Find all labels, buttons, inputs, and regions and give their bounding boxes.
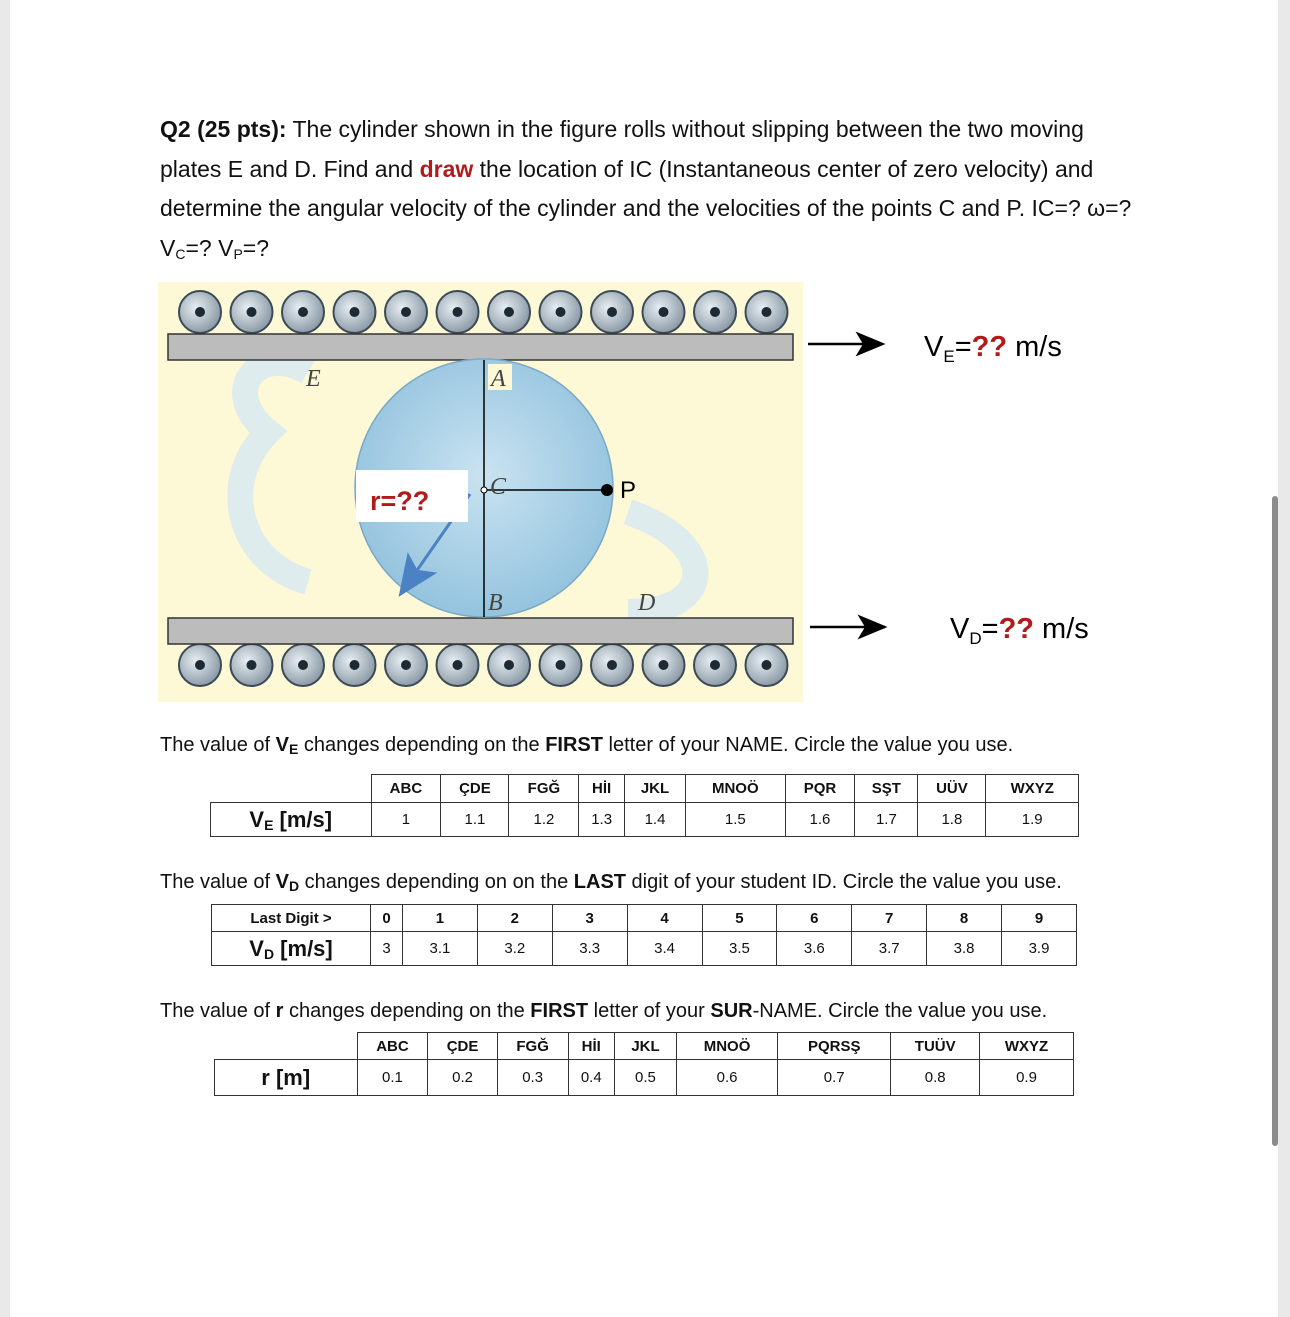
roller-axle xyxy=(453,660,463,670)
roller-axle xyxy=(504,660,514,670)
r-value-cell[interactable]: 0.5 xyxy=(614,1060,676,1096)
ve-header-cell: FGĞ xyxy=(509,775,579,803)
question-line2: the location of IC (Instantaneous center of zero velocity) and determine the angular velocity of the cylinder and the velocities of the points C and P. IC=? ω=? V xyxy=(160,155,1132,261)
r-header-cell: HİI xyxy=(568,1033,614,1060)
roller-axle xyxy=(298,307,308,317)
vd-instruction: The value of $V_D$ changes depending on on the LAST digit of your student ID. Circle the value you use. xyxy=(160,871,1062,894)
roller-axle xyxy=(710,307,720,317)
vd-value-cell[interactable]: 3.7 xyxy=(852,932,927,966)
roller-axle xyxy=(710,660,720,670)
r-value-row xyxy=(215,1060,1074,1096)
ve-header-cell: JKL xyxy=(624,775,685,803)
vd-table xyxy=(211,904,1077,966)
vd-header-cell: 8 xyxy=(927,905,1002,932)
vd-value-cell[interactable]: 3.3 xyxy=(552,932,627,966)
ve-header-cell: ÇDE xyxy=(441,775,509,803)
roller-axle xyxy=(659,660,669,670)
roller-axle xyxy=(762,307,772,317)
vd-value-cell[interactable]: 3.6 xyxy=(777,932,852,966)
roller-axle xyxy=(247,660,257,670)
ve-value-cell[interactable]: 1.1 xyxy=(441,803,509,837)
roller-axle xyxy=(195,660,205,670)
vd-header-cell: 3 xyxy=(552,905,627,932)
ve-value-cell[interactable]: 1.5 xyxy=(686,803,785,837)
vertical-scrollbar[interactable] xyxy=(1272,496,1278,1146)
roller-axle xyxy=(607,660,617,670)
ve-header-cell: HİI xyxy=(579,775,625,803)
ve-value-cell[interactable]: 1.7 xyxy=(855,803,918,837)
ve-label: $V_E=$?? m/s xyxy=(924,331,1062,366)
question-label: Q2 (25 pts): xyxy=(160,116,287,142)
roller-axle xyxy=(607,307,617,317)
r-value-cell[interactable]: 0.3 xyxy=(497,1060,568,1096)
vd-header-cell: 0 xyxy=(371,905,403,932)
r-header-cell: WXYZ xyxy=(980,1033,1074,1060)
ve-header-cell: ABC xyxy=(371,775,441,803)
ve-value-cell[interactable]: 1.6 xyxy=(785,803,855,837)
ve-value-cell[interactable]: 1.8 xyxy=(918,803,986,837)
vd-value-row xyxy=(212,932,1077,966)
vd-label: $V_D=$?? m/s xyxy=(950,613,1089,648)
ve-value-cell[interactable]: 1.9 xyxy=(986,803,1079,837)
r-value-cell[interactable]: 0.2 xyxy=(428,1060,497,1096)
ve-header-cell: MNOÖ xyxy=(686,775,785,803)
ve-value-cell[interactable]: 1 xyxy=(371,803,441,837)
top-plate-E xyxy=(168,334,793,360)
question-end: =? xyxy=(242,234,270,261)
question-mid: =? V xyxy=(185,234,234,261)
roller-axle xyxy=(659,307,669,317)
r-value-cell[interactable]: 0.1 xyxy=(357,1060,428,1096)
ve-table xyxy=(210,774,1079,837)
ve-instruction: The value of $V_E$ changes depending on the FIRST letter of your NAME. Circle the value you use. xyxy=(160,734,1014,757)
vd-header-row xyxy=(212,905,1077,932)
r-header-cell: JKL xyxy=(614,1033,676,1060)
ve-value-cell[interactable]: 1.2 xyxy=(509,803,579,837)
vd-header-cell: 1 xyxy=(403,905,478,932)
vd-value-cell[interactable]: 3.2 xyxy=(477,932,552,966)
label-E: E xyxy=(306,366,321,392)
roller-axle xyxy=(762,660,772,670)
vd-header-cell: 7 xyxy=(852,905,927,932)
draw-emphasis: draw xyxy=(419,155,474,182)
r-header-cell: MNOÖ xyxy=(677,1033,778,1060)
ve-header-cell: PQR xyxy=(785,775,855,803)
point-C-dot xyxy=(481,487,487,493)
ve-header-cell: SŞT xyxy=(855,775,918,803)
label-A: A xyxy=(491,366,506,392)
vd-value-cell[interactable]: 3.9 xyxy=(1002,932,1077,966)
point-P-dot xyxy=(601,484,613,496)
question-line1: The cylinder shown in the figure rolls without slipping between the two moving plates E and D. Find and xyxy=(160,116,1084,182)
ve-header-cell: WXYZ xyxy=(986,775,1079,803)
roller-axle xyxy=(453,307,463,317)
roller-axle xyxy=(504,307,514,317)
vd-header-cell: 2 xyxy=(477,905,552,932)
label-D: D xyxy=(638,590,656,616)
ve-value-cell[interactable]: 1.3 xyxy=(579,803,625,837)
ve-value-cell[interactable]: 1.4 xyxy=(624,803,685,837)
vd-header-cell: 6 xyxy=(777,905,852,932)
roller-axle xyxy=(350,307,360,317)
roller-axle xyxy=(195,307,205,317)
vd-header-cell: 4 xyxy=(627,905,702,932)
vd-value-cell[interactable]: 3.5 xyxy=(702,932,777,966)
r-value-cell[interactable]: 0.7 xyxy=(778,1060,891,1096)
vd-value-cell[interactable]: 3.1 xyxy=(403,932,478,966)
label-P: P xyxy=(620,477,637,504)
roller-axle xyxy=(556,660,566,670)
r-label: r=?? xyxy=(370,486,430,516)
r-header-cell: PQRSŞ xyxy=(778,1033,891,1060)
roller-axle xyxy=(350,660,360,670)
ve-header-cell: UÜV xyxy=(918,775,986,803)
r-header-cell: ÇDE xyxy=(428,1033,497,1060)
r-value-cell[interactable]: 0.9 xyxy=(980,1060,1074,1096)
label-C: C xyxy=(490,474,507,500)
sub-p: P xyxy=(233,245,243,262)
r-header-cell: ABC xyxy=(357,1033,428,1060)
vd-value-cell[interactable]: 3.4 xyxy=(627,932,702,966)
question-text xyxy=(160,110,1140,274)
ve-header-row xyxy=(211,775,1079,803)
roller-axle xyxy=(401,660,411,670)
bottom-plate-D xyxy=(168,618,793,644)
vd-value-cell[interactable]: 3.8 xyxy=(927,932,1002,966)
r-row-label: r [m] xyxy=(215,1060,358,1096)
r-value-cell[interactable]: 0.4 xyxy=(568,1060,614,1096)
ve-value-row xyxy=(211,803,1079,837)
r-header-cell: TUÜV xyxy=(891,1033,980,1060)
r-value-cell[interactable]: 0.6 xyxy=(677,1060,778,1096)
roller-axle xyxy=(298,660,308,670)
r-header-cell: FGĞ xyxy=(497,1033,568,1060)
roller-axle xyxy=(401,307,411,317)
label-B: B xyxy=(488,590,503,616)
r-value-cell[interactable]: 0.8 xyxy=(891,1060,980,1096)
vd-header-cell: 5 xyxy=(702,905,777,932)
r-header-row xyxy=(215,1033,1074,1060)
vd-corner: Last Digit > xyxy=(212,905,371,932)
roller-axle xyxy=(247,307,257,317)
r-instruction: The value of r changes depending on the FIRST letter of your SUR-NAME. Circle the value you use. xyxy=(160,1000,1048,1022)
vd-header-cell: 9 xyxy=(1002,905,1077,932)
vd-row-label: $V_D$ [m/s] xyxy=(212,932,371,966)
sub-c: C xyxy=(175,245,186,262)
ve-row-label: $V_E$ [m/s] xyxy=(211,803,372,837)
r-table xyxy=(214,1032,1074,1096)
roller-axle xyxy=(556,307,566,317)
vd-value-cell[interactable]: 3 xyxy=(371,932,403,966)
cylinder-figure xyxy=(158,282,1118,707)
